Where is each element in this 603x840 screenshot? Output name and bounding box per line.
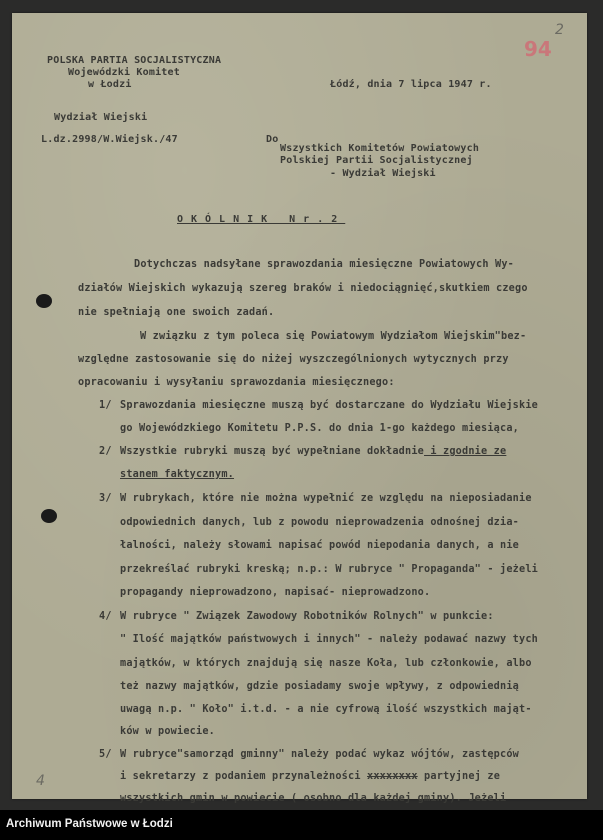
item-5-number: 5/	[99, 749, 112, 760]
item-2-line-2: stanem faktycznym.	[120, 469, 235, 480]
addressee-line-1: Wszystkich Komitetów Powiatowych	[280, 143, 480, 154]
item-4-number: 4/	[99, 611, 112, 622]
item-5-struck-text: xxxxxxxx	[367, 771, 418, 782]
paragraph-1-line-2: działów Wiejskich wykazują szereg braków i niedociągnięć,skutkiem czego	[78, 283, 528, 294]
department-name: Wydział Wiejski	[54, 112, 148, 123]
item-1-number: 1/	[99, 400, 112, 411]
item-4-line-6: ków w powiecie.	[120, 726, 216, 737]
archive-red-number: 94	[524, 37, 552, 61]
item-4-line-3: majątków, w których znajdują się nasze Koła, lub członkowie, albo	[120, 658, 532, 669]
date-line: Łódź, dnia 7 lipca 1947 r.	[330, 79, 492, 90]
document-title: OKÓLNIK Nr.2	[177, 214, 346, 225]
item-5-line-2	[120, 771, 500, 782]
item-2-underlined: i zgodnie ze	[424, 446, 507, 457]
item-4-line-5: uwagą n.p. " Koło" i.t.d. - a nie cyfrową ilość wszystkich mająt-	[120, 704, 532, 715]
corner-pencil-mark: 4	[36, 773, 45, 789]
item-2-number: 2/	[99, 446, 112, 457]
archive-caption: Archiwum Państwowe w Łodzi	[6, 818, 173, 830]
paragraph-2-line-2: względne zastosowanie się do niżej wyszczególnionych wytycznych przy	[78, 354, 509, 365]
item-3-line-5: propagandy nieprowadzono, napisać- nieprowadzono.	[120, 587, 431, 598]
item-4-line-2: " Ilość majątków państwowych i innych" - należy podawać nazwy tych	[120, 634, 539, 645]
paragraph-1-line-1: Dotychczas nadsyłane sprawozdania miesięczne Powiatowych Wy-	[134, 259, 515, 270]
page-number-pencil: 2	[555, 22, 564, 38]
committee-name: Wojewódzki Komitet	[68, 67, 180, 78]
item-5-text-b: partyjnej ze	[417, 771, 501, 782]
addressee-to: Do	[266, 134, 279, 145]
item-4-line-4: też nazwy majątków, gdzie posiadamy swoje wpływy, z odpowiednią	[120, 681, 520, 692]
document-page	[12, 13, 587, 804]
committee-city: w Łodzi	[88, 79, 132, 90]
item-3-line-1: W rubrykach, które nie można wypełnić ze względu na nieposiadanie	[120, 493, 532, 504]
item-3-line-3: łalności, należy słowami napisać powód niepodania danych, a nie	[120, 540, 520, 551]
paragraph-1-line-3: nie spełniają one swoich zadań.	[78, 307, 275, 318]
item-2-text: Wszystkie rubryki muszą być wypełniane dokładnie	[120, 446, 425, 457]
org-name: POLSKA PARTIA SOCJALISTYCZNA	[47, 55, 222, 66]
item-1-line-1: Sprawozdania miesięczne muszą być dostarczane do Wydziału Wiejskie	[120, 400, 539, 411]
paragraph-2-line-3: opracowaniu i wysyłaniu sprawozdania miesięcznego:	[78, 377, 395, 388]
addressee-line-2: Polskiej Partii Socjalistycznej	[280, 155, 473, 166]
addressee-line-3: - Wydział Wiejski	[330, 168, 436, 179]
item-3-line-4: przekreślać rubryki kreską; n.p.: W rubryce " Propaganda" - jeżeli	[120, 564, 539, 575]
punch-hole	[36, 294, 52, 308]
punch-hole	[41, 509, 57, 523]
item-3-number: 3/	[99, 493, 112, 504]
item-5-text-a: i sekretarzy z podaniem przynależności	[120, 771, 368, 782]
item-5-line-1: W rubryce"samorząd gminny" należy podać wykaz wójtów, zastępców	[120, 749, 520, 760]
item-2-line-1	[120, 446, 506, 457]
item-5-line-3: wszystkich gmin w powiecie ( osobno dla każdej gminy). Jeżeli	[120, 793, 507, 804]
item-1-line-2: go Wojewódzkiego Komitetu P.P.S. do dnia 1-go każdego miesiąca,	[120, 423, 520, 434]
reference-number: L.dz.2998/W.Wiejsk./47	[41, 134, 178, 145]
item-4-line-1: W rubryce " Związek Zawodowy Robotników Rolnych" w punkcie:	[120, 611, 494, 622]
item-3-line-2: odpowiednich danych, lub z powodu nieprowadzenia odnośnej dzia-	[120, 517, 520, 528]
paragraph-2-line-1: W związku z tym poleca się Powiatowym Wydziałom Wiejskim"bez-	[140, 331, 527, 342]
